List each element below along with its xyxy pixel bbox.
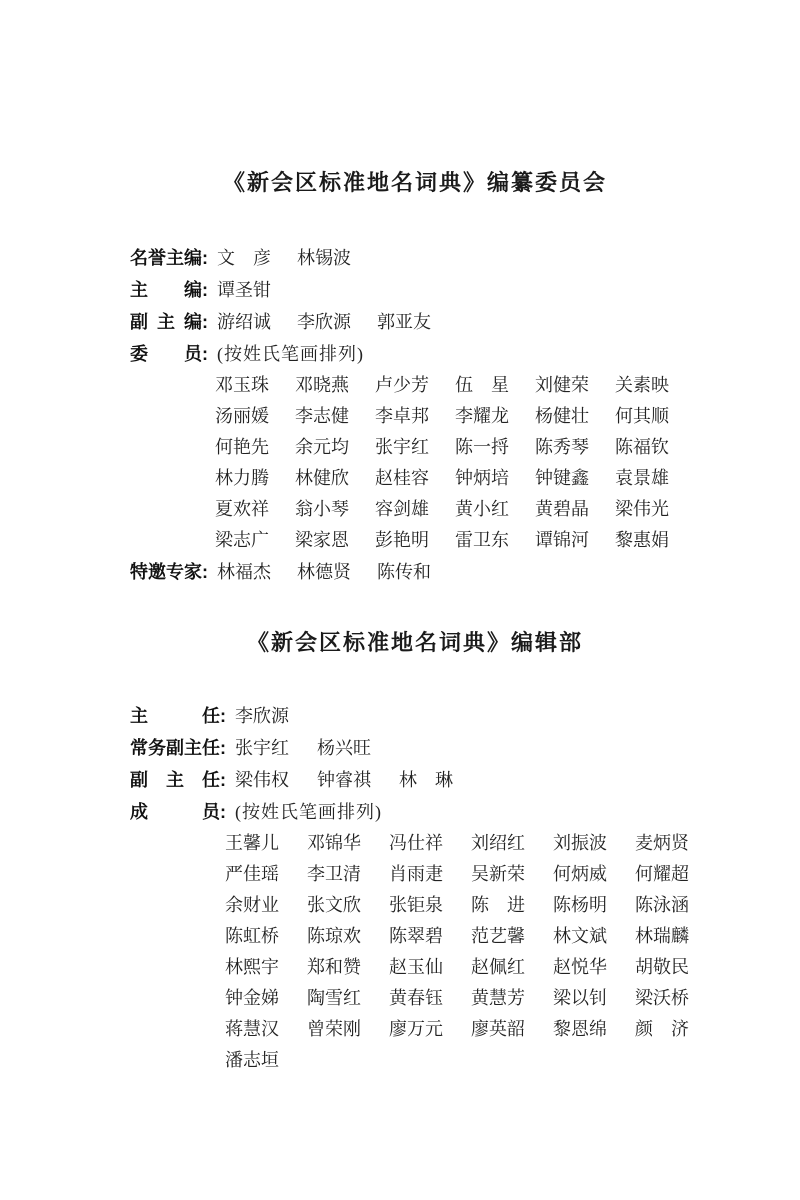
member-name: 赵玉仙 bbox=[389, 957, 443, 977]
member-name: 林力腾 bbox=[215, 468, 269, 488]
role-line-executive-deputy-directors bbox=[130, 732, 700, 764]
member-name: 李耀龙 bbox=[455, 406, 509, 426]
member-name: 麦炳贤 bbox=[635, 833, 689, 853]
member-name: 陈泳涵 bbox=[635, 895, 689, 915]
colon: : bbox=[202, 344, 208, 364]
person-name: 李欣源 bbox=[297, 312, 351, 332]
member-name: 何艳先 bbox=[215, 437, 269, 457]
person-name: 陈传和 bbox=[377, 562, 431, 582]
role-label: 名誉主编 bbox=[130, 248, 202, 268]
role-label: 特邀专家 bbox=[130, 562, 202, 582]
member-name: 彭艳明 bbox=[375, 530, 429, 550]
member-name: 陈福钦 bbox=[615, 437, 669, 457]
person-name: 林德贤 bbox=[297, 562, 351, 582]
member-name: 陈琼欢 bbox=[307, 926, 361, 946]
member-name: 伍 星 bbox=[455, 375, 509, 395]
member-name: 夏欢祥 bbox=[215, 499, 269, 519]
member-name: 林熙宇 bbox=[225, 957, 279, 977]
member-name: 雷卫东 bbox=[455, 530, 509, 550]
member-name: 林文斌 bbox=[553, 926, 607, 946]
member-name: 张钜泉 bbox=[389, 895, 443, 915]
members-row bbox=[215, 525, 700, 556]
member-name: 赵桂容 bbox=[375, 468, 429, 488]
members-row bbox=[225, 828, 700, 859]
role-line-honorary-editors bbox=[130, 242, 700, 274]
members-row bbox=[225, 1045, 700, 1076]
role-line-members bbox=[130, 338, 700, 370]
member-name: 黎恩绵 bbox=[553, 1019, 607, 1039]
person-name: 杨兴旺 bbox=[317, 738, 371, 758]
person-name: 游绍诚 bbox=[217, 312, 271, 332]
member-name: 卢少芳 bbox=[375, 375, 429, 395]
member-name: 范艺馨 bbox=[471, 926, 525, 946]
person-name: 郭亚友 bbox=[377, 312, 431, 332]
member-name: 陈虹桥 bbox=[225, 926, 279, 946]
person-name: 钟睿祺 bbox=[317, 770, 371, 790]
members-row bbox=[225, 859, 700, 890]
members-row bbox=[225, 890, 700, 921]
editorial-members-grid bbox=[130, 828, 700, 1076]
member-name: 余元均 bbox=[295, 437, 349, 457]
person-name: 梁伟权 bbox=[235, 770, 289, 790]
colon: : bbox=[220, 706, 226, 726]
sort-note: (按姓氏笔画排列) bbox=[217, 344, 364, 364]
member-name: 杨健壮 bbox=[535, 406, 589, 426]
member-name: 翁小琴 bbox=[295, 499, 349, 519]
member-name: 陈秀琴 bbox=[535, 437, 589, 457]
member-name: 刘健荣 bbox=[535, 375, 589, 395]
role-label: 副主编 bbox=[130, 312, 202, 332]
members-row bbox=[225, 921, 700, 952]
member-name: 钟键鑫 bbox=[535, 468, 589, 488]
colon: : bbox=[220, 770, 226, 790]
member-name: 黄慧芳 bbox=[471, 988, 525, 1008]
member-name: 汤丽媛 bbox=[215, 406, 269, 426]
member-name: 林瑞麟 bbox=[635, 926, 689, 946]
member-name: 黎惠娟 bbox=[615, 530, 669, 550]
member-name: 李卫清 bbox=[307, 864, 361, 884]
member-name: 赵悦华 bbox=[553, 957, 607, 977]
member-name: 王馨儿 bbox=[225, 833, 279, 853]
member-name: 梁志广 bbox=[215, 530, 269, 550]
person-name: 林锡波 bbox=[297, 248, 351, 268]
member-name: 赵佩红 bbox=[471, 957, 525, 977]
member-name: 张宇红 bbox=[375, 437, 429, 457]
member-name: 梁家恩 bbox=[295, 530, 349, 550]
member-name: 梁伟光 bbox=[615, 499, 669, 519]
person-name: 谭圣钳 bbox=[217, 280, 271, 300]
member-name: 林健欣 bbox=[295, 468, 349, 488]
person-name: 林福杰 bbox=[217, 562, 271, 582]
members-row bbox=[215, 370, 700, 401]
member-name: 容剑雄 bbox=[375, 499, 429, 519]
committee-roles bbox=[130, 242, 700, 370]
member-name: 钟金娣 bbox=[225, 988, 279, 1008]
member-name: 陈一捋 bbox=[455, 437, 509, 457]
member-name: 严佳瑶 bbox=[225, 864, 279, 884]
member-name: 李志健 bbox=[295, 406, 349, 426]
sort-note: (按姓氏笔画排列) bbox=[235, 802, 382, 822]
member-name: 邓锦华 bbox=[307, 833, 361, 853]
member-name: 袁景雄 bbox=[615, 468, 669, 488]
member-name: 郑和赞 bbox=[307, 957, 361, 977]
role-line-chief-editor bbox=[130, 274, 700, 306]
member-name: 张文欣 bbox=[307, 895, 361, 915]
person-name: 文 彦 bbox=[217, 248, 271, 268]
committee-members-grid bbox=[130, 370, 700, 556]
member-name: 谭锦河 bbox=[535, 530, 589, 550]
member-name: 黄小红 bbox=[455, 499, 509, 519]
member-name: 蒋慧汉 bbox=[225, 1019, 279, 1039]
member-name: 廖万元 bbox=[389, 1019, 443, 1039]
invited-experts bbox=[130, 556, 700, 588]
member-name: 李卓邦 bbox=[375, 406, 429, 426]
member-name: 颜 济 bbox=[635, 1019, 689, 1039]
colon: : bbox=[220, 738, 226, 758]
member-name: 潘志垣 bbox=[225, 1050, 279, 1070]
member-name: 胡敬民 bbox=[635, 957, 689, 977]
members-row bbox=[215, 401, 700, 432]
member-name: 梁沃桥 bbox=[635, 988, 689, 1008]
member-name: 曾荣刚 bbox=[307, 1019, 361, 1039]
member-name: 邓玉珠 bbox=[215, 375, 269, 395]
member-name: 肖雨疌 bbox=[389, 864, 443, 884]
members-row bbox=[215, 494, 700, 525]
colon: : bbox=[220, 802, 226, 822]
role-label: 主编 bbox=[130, 280, 202, 300]
member-name: 陶雪红 bbox=[307, 988, 361, 1008]
person-name: 李欣源 bbox=[235, 706, 289, 726]
member-name: 刘绍红 bbox=[471, 833, 525, 853]
colon: : bbox=[202, 280, 208, 300]
member-name: 廖英韶 bbox=[471, 1019, 525, 1039]
member-name: 何其顺 bbox=[615, 406, 669, 426]
members-row bbox=[215, 432, 700, 463]
members-row bbox=[225, 983, 700, 1014]
colon: : bbox=[202, 562, 208, 582]
members-row bbox=[225, 1014, 700, 1045]
colon: : bbox=[202, 248, 208, 268]
role-label: 委员 bbox=[130, 344, 202, 364]
member-name: 黄春钰 bbox=[389, 988, 443, 1008]
role-line-staff bbox=[130, 796, 700, 828]
members-row bbox=[225, 952, 700, 983]
role-label: 副主任 bbox=[130, 770, 220, 790]
role-line-deputy-directors bbox=[130, 764, 700, 796]
member-name: 邓晓燕 bbox=[295, 375, 349, 395]
member-name: 刘振波 bbox=[553, 833, 607, 853]
editorial-roles bbox=[130, 700, 700, 828]
member-name: 黄碧晶 bbox=[535, 499, 589, 519]
member-name: 陈杨明 bbox=[553, 895, 607, 915]
role-line-deputy-editors bbox=[130, 306, 700, 338]
member-name: 陈翠碧 bbox=[389, 926, 443, 946]
member-name: 余财业 bbox=[225, 895, 279, 915]
member-name: 关素映 bbox=[615, 375, 669, 395]
member-name: 冯仕祥 bbox=[389, 833, 443, 853]
member-name: 梁以钊 bbox=[553, 988, 607, 1008]
role-label: 常务副主任 bbox=[130, 738, 220, 758]
role-line-invited-experts bbox=[130, 556, 700, 588]
person-name: 张宇红 bbox=[235, 738, 289, 758]
member-name: 陈 进 bbox=[471, 895, 525, 915]
person-name: 林 琳 bbox=[399, 770, 453, 790]
member-name: 何耀超 bbox=[635, 864, 689, 884]
colon: : bbox=[202, 312, 208, 332]
editorial-title: 《新会区标准地名词典》编辑部 bbox=[246, 630, 583, 655]
committee-title: 《新会区标准地名词典》编纂委员会 bbox=[222, 170, 607, 195]
role-label: 成员 bbox=[130, 802, 220, 822]
role-line-director bbox=[130, 700, 700, 732]
member-name: 何炳威 bbox=[553, 864, 607, 884]
member-name: 吴新荣 bbox=[471, 864, 525, 884]
members-row bbox=[215, 463, 700, 494]
role-label: 主任 bbox=[130, 706, 220, 726]
member-name: 钟炳培 bbox=[455, 468, 509, 488]
